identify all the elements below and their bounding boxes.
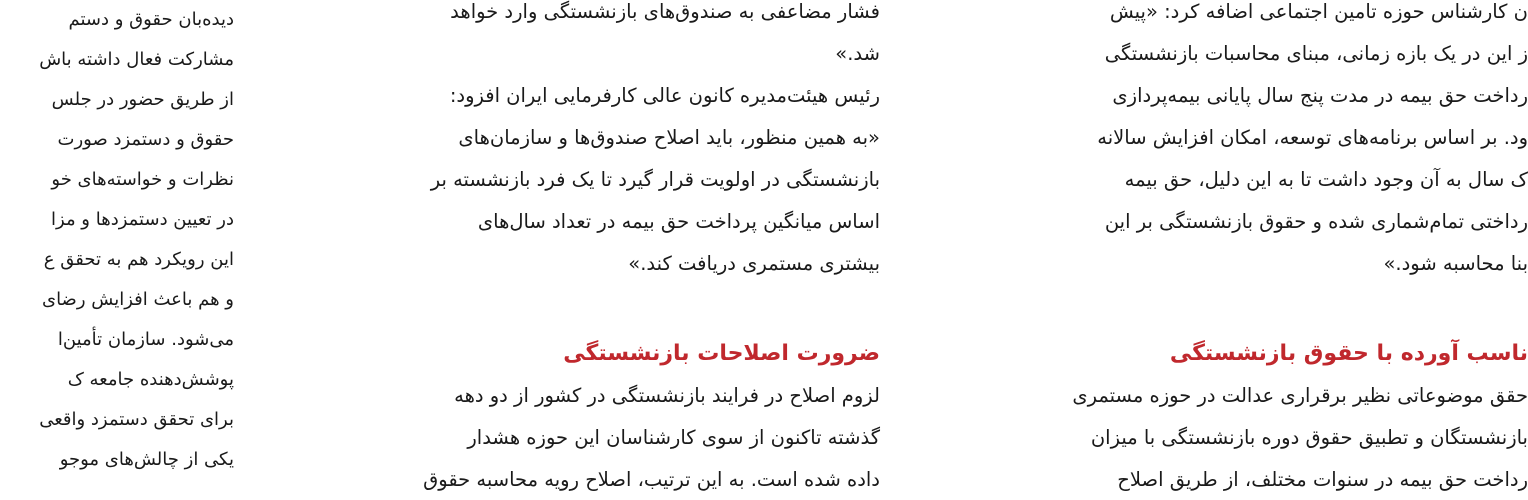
text-line: ک سال به آن وجود داشت تا به این دلیل، حق بیمه	[1124, 168, 1528, 191]
text-line: رداختی تمام‌شماری شده و حقوق بازنشستگی بر این	[1104, 210, 1528, 233]
text-line: دیده‌بان حقوق و دستم	[68, 9, 234, 30]
text-line: لزوم اصلاح در فرایند بازنشستگی در کشور از دو دهه	[454, 384, 880, 407]
text-line: گذشته تاکنون از سوی کارشناسان این حوزه هشدار	[467, 426, 880, 449]
text-line: پوشش‌دهنده جامعه ک	[67, 369, 234, 390]
text-line: یکی از چالش‌های موجو	[59, 449, 234, 470]
section-heading: ناسب آورده با حقوق بازنشستگی	[1169, 341, 1528, 366]
text-line: ود. بر اساس برنامه‌های توسعه، امکان افزایش سالانه	[1097, 126, 1528, 149]
text-line: ز این در یک بازه زمانی، مبنای محاسبات بازنشستگی	[1104, 42, 1528, 65]
text-line: در تعیین دستمزدها و مزا	[51, 209, 234, 230]
text-line: بنا محاسبه شود.»	[1383, 252, 1528, 275]
text-line: اساس میانگین پرداخت حق بیمه در تعداد سال‌های	[477, 210, 880, 233]
text-line: می‌شود. سازمان تأمین‌ا	[57, 329, 234, 350]
text-line: ن کارشناس حوزه تامین اجتماعی اضافه کرد: «پیش	[1109, 0, 1528, 23]
article-column-right	[930, 0, 1528, 500]
text-line: رئیس هیئت‌مدیره کانون عالی کارفرمایی ایران افزود:	[449, 84, 880, 107]
text-line: حقق موضوعاتی نظیر برقراری عدالت در حوزه مستمری	[1072, 384, 1528, 407]
text-line: این رویکرد هم به تحقق ع	[43, 249, 234, 270]
text-line: نظرات و خواسته‌های خو	[51, 169, 234, 190]
text-line: و هم باعث افزایش رضای	[41, 289, 234, 310]
text-line: رداخت حق بیمه در مدت پنج سال پایانی بیمه‌پردازی	[1112, 84, 1528, 107]
text-line: رداخت حق بیمه در سنوات مختلف، از طریق اصلاح	[1117, 468, 1528, 491]
text-line: «به همین منظور، باید اصلاح صندوق‌ها و سازمان‌های	[458, 126, 880, 149]
article-column-middle	[296, 0, 880, 500]
text-line: فشار مضاعفی به صندوق‌های بازنشستگی وارد خواهد	[450, 0, 880, 23]
text-line: از طریق حضور در جلس	[51, 89, 234, 110]
text-line: بازنشستگان و تطبیق حقوق دوره بازنشستگی با میزان	[1090, 426, 1528, 449]
text-line: مشارکت فعال داشته باش	[39, 49, 234, 70]
text-line: برای تحقق دستمزد واقعی	[39, 409, 234, 430]
text-line: داده شده است. به این ترتیب، اصلاح رویه محاسبه حقوق	[423, 468, 880, 491]
text-line: بازنشستگی در اولویت قرار گیرد تا یک فرد بازنشسته بر	[430, 168, 880, 191]
text-line: حقوق و دستمزد صورت	[57, 129, 234, 150]
text-line: بیشتری مستمری دریافت کند.»	[628, 252, 880, 275]
section-heading: ضرورت اصلاحات بازنشستگی	[563, 341, 880, 366]
article-column-left	[0, 0, 234, 500]
text-line: شد.»	[835, 42, 880, 65]
